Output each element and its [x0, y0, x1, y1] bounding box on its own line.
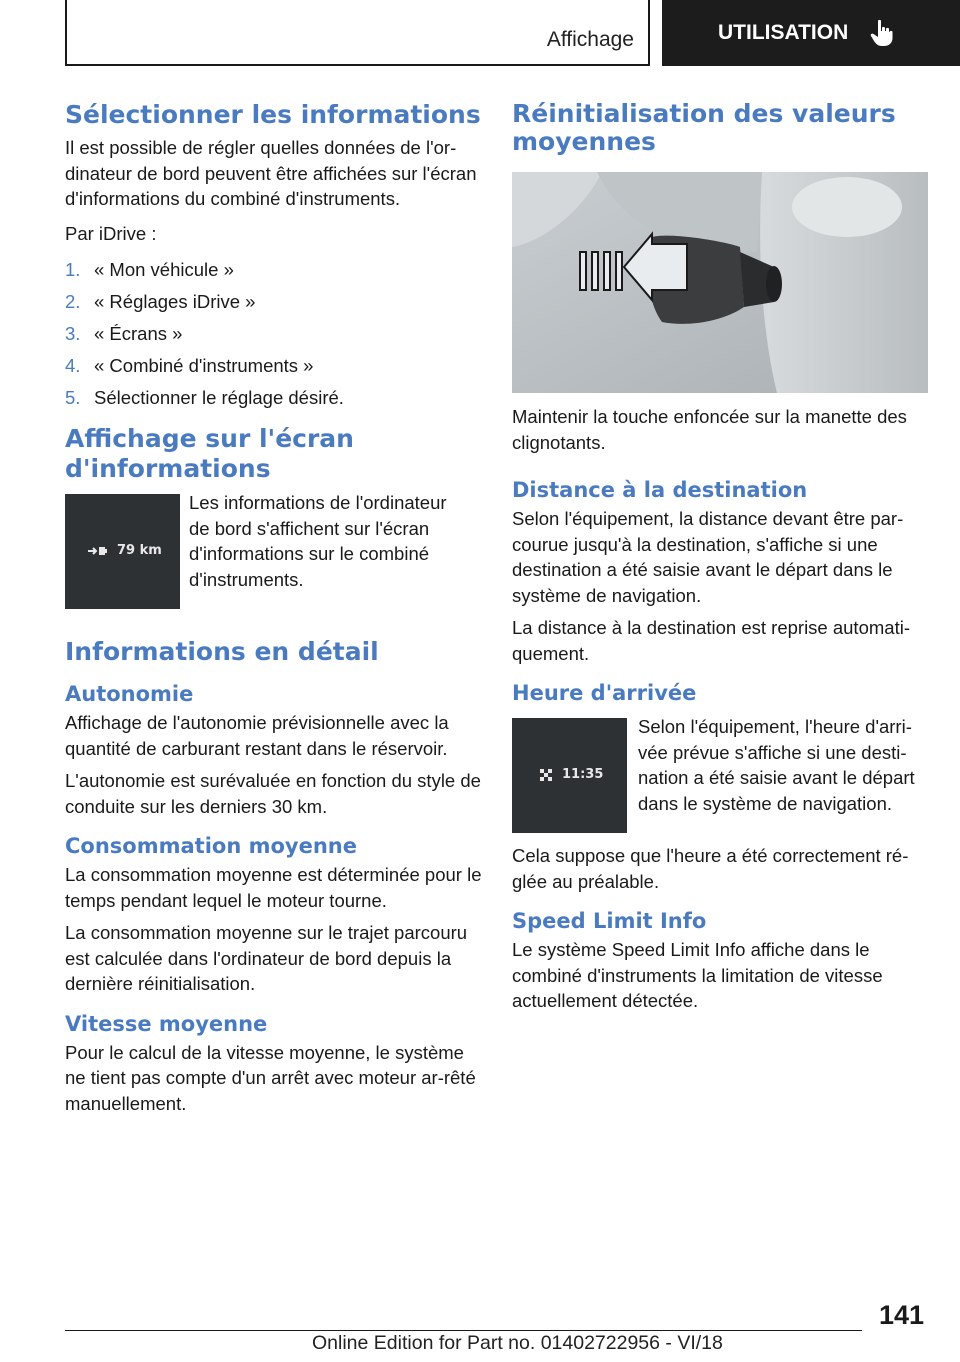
header-chapter-label: UTILISATION: [718, 21, 849, 44]
speed-limit-paragraph: Le système Speed Limit Info affiche dans le combiné d'instruments la limitation de vitesse actuellement détectée.: [512, 939, 883, 1011]
display-heading: Affichage sur l'écran d'informations: [65, 424, 354, 483]
fuel-range-icon: [87, 545, 109, 557]
distance-heading: Distance à la destination: [512, 478, 808, 502]
speed-limit-heading: Speed Limit Info: [512, 909, 707, 933]
header-divider-right: [648, 0, 650, 66]
distance-paragraph-1: Selon l'équipement, la distance devant être par-courue jusqu'à la destination, s'affiche si une destination a été saisie avant le départ dans le système de navigation.: [512, 508, 904, 606]
autonomie-paragraph-1: Affichage de l'autonomie prévisionnelle avec la quantité de carburant restant dans le réservoir.: [65, 712, 449, 759]
reset-caption: Maintenir la touche enfoncée sur la manette des clignotants.: [512, 406, 907, 453]
arrival-time-thumbnail: [512, 718, 627, 833]
footer-rule: [65, 1330, 862, 1331]
list-item: 4. « Combiné d'instruments »: [65, 355, 314, 376]
detail-heading: Informations en détail: [65, 637, 379, 666]
display-description: Les informations de l'ordinateur de bord s'affichent sur l'écran d'informations sur le combiné d'instruments.: [189, 492, 447, 590]
list-item: 3. « Écrans »: [65, 323, 183, 344]
header-section-title: Affichage: [546, 28, 634, 51]
display-block: [65, 494, 485, 609]
autonomie-heading: Autonomie: [65, 682, 194, 706]
range-value: 79 km: [117, 543, 162, 558]
consommation-paragraph-1: La consommation moyenne est déterminée pour le temps pendant lequel le moteur tourne.: [65, 864, 482, 911]
header-divider-left: [65, 0, 67, 66]
select-info-intro: Il est possible de régler quelles données de l'or-dinateur de bord peuvent être affichées sur l'écran d'informations du combiné d'instruments.: [65, 137, 477, 209]
vitesse-paragraph-1: Pour le calcul de la vitesse moyenne, le système ne tient pas compte d'un arrêt avec moteur ar-rêté manuellement.: [65, 1041, 476, 1114]
vitesse-heading: Vitesse moyenne: [65, 1011, 268, 1036]
par-idrive-label: Par iDrive :: [65, 222, 157, 244]
range-display-thumbnail: [65, 494, 180, 609]
arrivee-description: Selon l'équipement, l'heure d'arri-vée prévue s'affiche si une desti-nation a été saisie avant le départ dans le système de navigation.: [638, 716, 915, 814]
checkered-flag-icon: [538, 768, 554, 782]
list-item: 2. « Réglages iDrive »: [65, 291, 256, 312]
footer-edition-text: Online Edition for Part no. 01402722956 - VI/18: [312, 1332, 723, 1354]
arrivee-paragraph-2: Cela suppose que l'heure a été correctement ré-glée au préalable.: [512, 845, 909, 892]
list-item: 5. Sélectionner le réglage désiré.: [65, 387, 344, 408]
page-number: 141: [878, 1300, 924, 1330]
left-column: [65, 100, 485, 1116]
turn-signal-stalk-illustration: [512, 172, 928, 393]
header-chapter-tab: [662, 0, 960, 66]
list-item: 1. « Mon véhicule »: [65, 259, 234, 280]
consommation-heading: Consommation moyenne: [65, 834, 357, 858]
idrive-steps-list: [65, 257, 485, 410]
arrivee-heading: Heure d'arrivée: [512, 681, 697, 705]
autonomie-paragraph-2: L'autonomie est surévaluée en fonction du style de conduite sur les derniers 30 km.: [65, 770, 481, 817]
hand-pointer-icon: [870, 19, 894, 47]
right-column: [512, 100, 932, 1014]
select-info-heading: Sélectionner les informations: [65, 100, 481, 129]
distance-paragraph-2: La distance à la destination est reprise automati-quement.: [512, 617, 910, 664]
reset-heading: Réinitialisation des valeurs moyennes: [512, 99, 896, 156]
header-rule: [65, 64, 650, 66]
consommation-paragraph-2: La consommation moyenne sur le trajet parcouru est calculée dans l'ordinateur de bord depuis la dernière réinitialisation.: [65, 922, 468, 994]
arrival-time-value: 11:35: [562, 767, 604, 782]
arrivee-block: [512, 718, 932, 833]
